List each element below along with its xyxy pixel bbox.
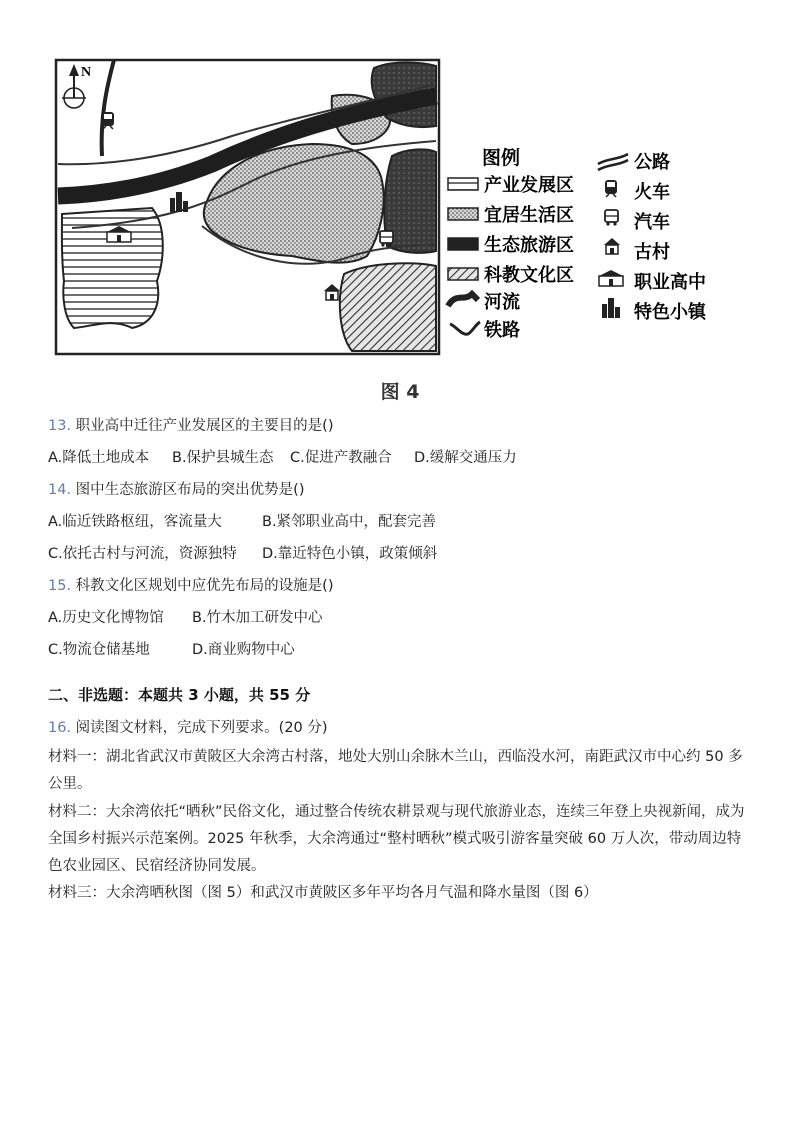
question-stem: 阅读图文材料，完成下列要求。(20 分)	[75, 720, 328, 736]
section-heading: 二、非选题：本题共 3 小题，共 55 分	[48, 686, 311, 704]
legend-swatch-river	[448, 294, 478, 306]
legend-right-label-3: 古村	[634, 242, 670, 263]
option-b[interactable]: B.保护县城生态	[172, 450, 274, 466]
material-1: 材料一：湖北省武汉市黄陂区大余湾古村落，地处大别山余脉木兰山，西临没水河，南距武汉市中心约 50 多公里。	[48, 749, 743, 792]
figure-4-svg	[52, 56, 712, 361]
option-a[interactable]: A.降低土地成本	[48, 450, 150, 466]
legend-school-icon	[599, 270, 623, 286]
question-13	[48, 414, 333, 435]
material-3: 材料三：大余湾晒秋图（图 5）和武汉市黄陂区多年平均各月气温和降水量图（图 6）	[48, 885, 598, 901]
legend-swatch-science	[448, 268, 478, 280]
legend-bus-icon	[605, 210, 618, 226]
question-14-options-row2	[48, 542, 437, 563]
option-a[interactable]: A.历史文化博物馆	[48, 610, 164, 626]
question-14-options-row1	[48, 510, 436, 531]
legend-label-0: 产业发展区	[484, 175, 574, 196]
legend-title: 图例	[482, 147, 521, 169]
legend-right-label-4: 职业高中	[634, 272, 706, 293]
option-b[interactable]: B.竹木加工研发中心	[192, 610, 323, 626]
legend-label-5: 铁路	[484, 320, 520, 341]
question-13-options	[48, 446, 517, 467]
industrial-zone	[62, 208, 163, 328]
question-number: 14.	[48, 482, 72, 498]
legend-train-icon	[605, 180, 617, 197]
legend-label-4: 河流	[484, 292, 520, 313]
question-15-options-row2	[48, 638, 295, 659]
question-14	[48, 478, 305, 499]
option-c[interactable]: C.依托古村与河流，资源独特	[48, 546, 237, 562]
option-c[interactable]: C.促进产教融合	[290, 450, 392, 466]
legend-label-1: 宜居生活区	[484, 205, 574, 226]
legend-right-label-2: 汽车	[634, 212, 670, 233]
legend-road-icon	[598, 154, 628, 170]
legend-swatch-eco	[448, 238, 478, 250]
legend-right-label-1: 火车	[634, 182, 670, 203]
option-d[interactable]: D.商业购物中心	[192, 642, 295, 658]
figure-caption: 图 4	[380, 381, 420, 403]
legend-right-label-0: 公路	[634, 152, 670, 173]
question-number: 15.	[48, 578, 72, 594]
question-16	[48, 716, 328, 737]
legend-label-3: 科教文化区	[484, 265, 574, 286]
option-c[interactable]: C.物流仓储基地	[48, 642, 150, 658]
legend-swatch-livable	[448, 208, 478, 220]
question-15-options-row1	[48, 606, 323, 627]
figure-4	[52, 56, 712, 361]
legend-swatch-railway	[450, 322, 480, 334]
material-2: 材料二：大余湾依托“晒秋”民俗文化，通过整合传统农耕景观与现代旅游业态，连续三年登上央视新闻，成为全国乡村振兴示范案例。2025 年秋季，大余湾通过“整村晒秋”模式吸引游客量突破 60 万人次，带动周边特色农业园区、民宿经济协同发展。	[48, 804, 745, 874]
option-d[interactable]: D.靠近特色小镇，政策倾斜	[262, 546, 438, 562]
question-15	[48, 574, 333, 595]
question-stem: 科教文化区规划中应优先布局的设施是()	[75, 578, 334, 594]
legend-right-label-5: 特色小镇	[634, 302, 706, 323]
option-a[interactable]: A.临近铁路枢纽，客流量大	[48, 514, 222, 530]
option-d[interactable]: D.缓解交通压力	[414, 450, 517, 466]
legend-label-2: 生态旅游区	[484, 235, 574, 256]
legend-swatch-industrial	[448, 178, 478, 190]
question-stem: 职业高中迁往产业发展区的主要目的是()	[75, 418, 334, 434]
question-number: 13.	[48, 418, 72, 434]
question-number: 16.	[48, 720, 72, 736]
option-b[interactable]: B.紧邻职业高中，配套完善	[262, 514, 437, 530]
science-education-zone	[340, 263, 436, 351]
compass-label: N	[81, 65, 92, 80]
legend-town-icon	[602, 298, 620, 318]
legend-village-icon	[604, 238, 620, 254]
question-stem: 图中生态旅游区布局的突出优势是()	[75, 482, 305, 498]
